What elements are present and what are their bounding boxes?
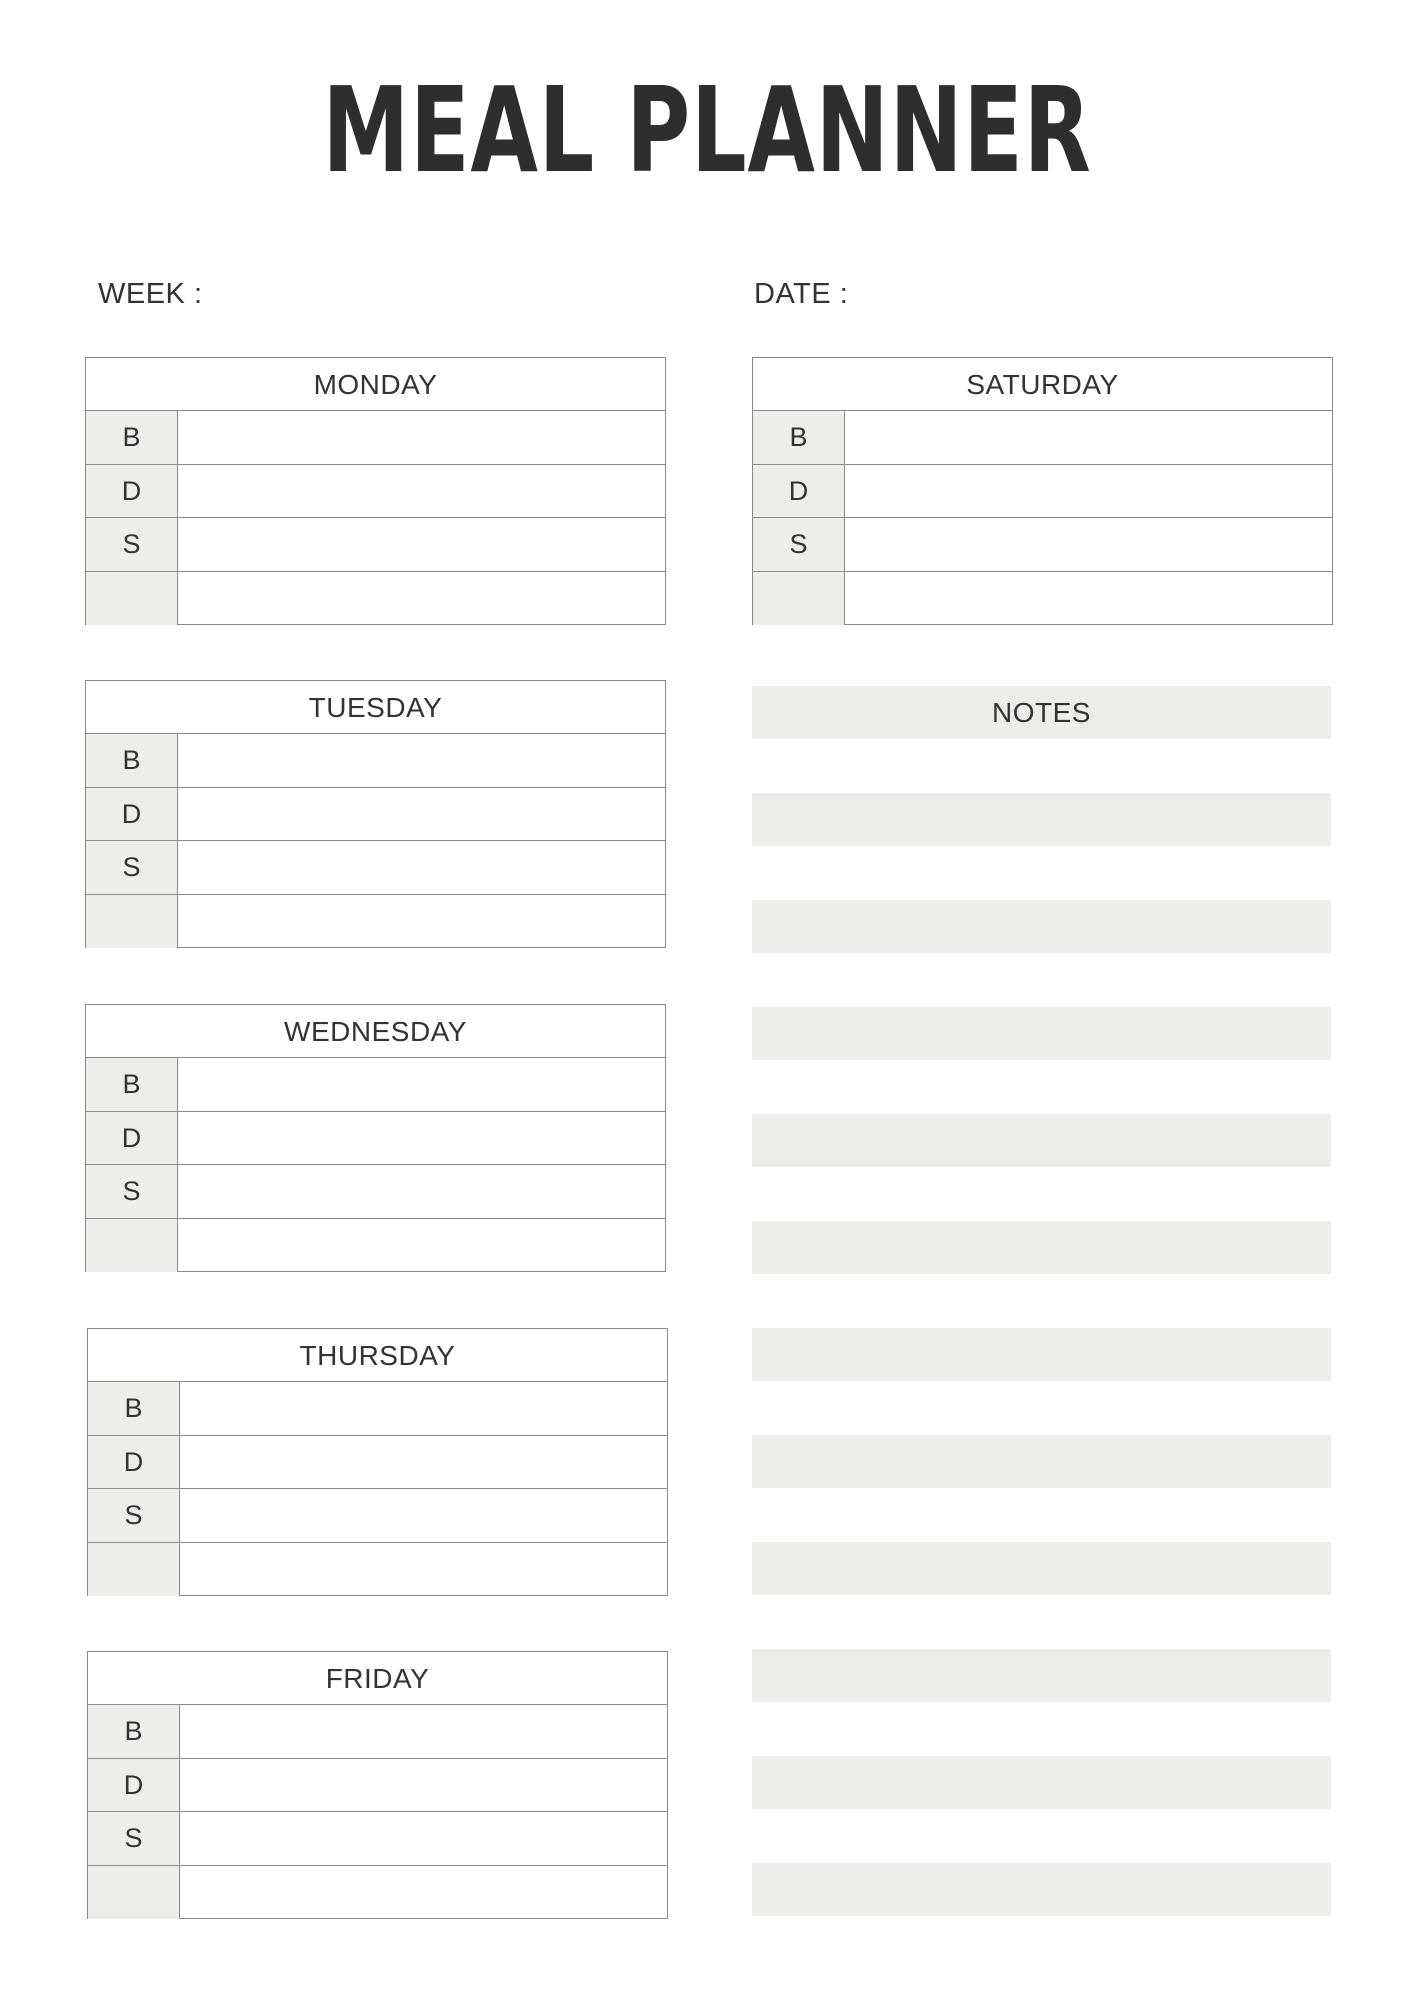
meal-label-breakfast: B xyxy=(88,1382,180,1435)
day-header-friday: FRIDAY xyxy=(88,1652,667,1705)
note-line[interactable] xyxy=(752,1435,1331,1488)
meal-row-breakfast xyxy=(753,411,1332,465)
meal-label-breakfast: B xyxy=(88,1705,180,1758)
meal-entry-field[interactable] xyxy=(180,1382,667,1435)
meal-label-breakfast: B xyxy=(86,734,178,787)
day-table-tuesday xyxy=(85,680,666,948)
note-line[interactable] xyxy=(752,1649,1331,1702)
meal-label-snack: S xyxy=(88,1489,180,1542)
meal-label-breakfast: B xyxy=(86,411,178,464)
meal-entry-field[interactable] xyxy=(178,1165,665,1218)
note-line[interactable] xyxy=(752,900,1331,953)
meal-entry-field[interactable] xyxy=(178,411,665,464)
day-table-saturday xyxy=(752,357,1333,625)
meal-row-snack xyxy=(86,518,665,572)
meal-row-dinner xyxy=(86,1112,665,1166)
meal-entry-field[interactable] xyxy=(178,788,665,841)
meal-label-snack: S xyxy=(86,1165,178,1218)
meal-label-snack: S xyxy=(86,841,178,894)
meal-label-dinner: D xyxy=(753,465,845,518)
meal-row-breakfast xyxy=(88,1705,667,1759)
meal-row-breakfast xyxy=(86,411,665,465)
meal-label-blank xyxy=(88,1543,180,1597)
meal-row-extra xyxy=(86,1219,665,1273)
meal-entry-field[interactable] xyxy=(845,518,1332,571)
note-line[interactable] xyxy=(752,1114,1331,1167)
notes-section xyxy=(752,686,1331,1970)
meal-entry-field[interactable] xyxy=(845,572,1332,626)
meal-row-snack xyxy=(753,518,1332,572)
meal-label-blank xyxy=(86,895,178,949)
meal-row-snack xyxy=(88,1489,667,1543)
meal-label-snack: S xyxy=(88,1812,180,1865)
week-label: WEEK : xyxy=(98,278,203,310)
meal-entry-field[interactable] xyxy=(180,1705,667,1758)
meal-label-dinner: D xyxy=(88,1759,180,1812)
meal-row-dinner xyxy=(88,1436,667,1490)
meal-entry-field[interactable] xyxy=(180,1436,667,1489)
meal-row-extra xyxy=(88,1543,667,1597)
note-line[interactable] xyxy=(752,1007,1331,1060)
meal-row-dinner xyxy=(753,465,1332,519)
meal-row-dinner xyxy=(86,465,665,519)
meal-entry-field[interactable] xyxy=(178,572,665,626)
meal-entry-field[interactable] xyxy=(180,1489,667,1542)
meal-entry-field[interactable] xyxy=(845,465,1332,518)
date-label: DATE : xyxy=(754,278,849,310)
day-header-thursday: THURSDAY xyxy=(88,1329,667,1382)
note-line[interactable] xyxy=(752,1221,1331,1274)
meal-row-breakfast xyxy=(88,1382,667,1436)
page-title: MEAL PLANNER xyxy=(322,61,1092,199)
meal-entry-field[interactable] xyxy=(178,465,665,518)
meal-row-extra xyxy=(86,895,665,949)
note-line[interactable] xyxy=(752,1863,1331,1916)
meal-row-extra xyxy=(86,572,665,626)
meal-label-snack: S xyxy=(753,518,845,571)
meal-entry-field[interactable] xyxy=(180,1543,667,1597)
meal-row-breakfast xyxy=(86,734,665,788)
day-table-monday xyxy=(85,357,666,625)
meal-label-dinner: D xyxy=(86,1112,178,1165)
meal-entry-field[interactable] xyxy=(178,1058,665,1111)
meal-label-breakfast: B xyxy=(753,411,845,464)
note-line[interactable] xyxy=(752,793,1331,846)
meal-row-snack xyxy=(86,841,665,895)
meal-row-extra xyxy=(88,1866,667,1920)
meal-entry-field[interactable] xyxy=(180,1866,667,1920)
day-header-saturday: SATURDAY xyxy=(753,358,1332,411)
meal-label-blank xyxy=(86,572,178,626)
meal-entry-field[interactable] xyxy=(178,1112,665,1165)
meal-entry-field[interactable] xyxy=(180,1812,667,1865)
note-line[interactable] xyxy=(752,1328,1331,1381)
meal-entry-field[interactable] xyxy=(178,1219,665,1273)
meal-label-snack: S xyxy=(86,518,178,571)
meal-row-dinner xyxy=(88,1759,667,1813)
meal-entry-field[interactable] xyxy=(845,411,1332,464)
day-header-tuesday: TUESDAY xyxy=(86,681,665,734)
meal-label-blank xyxy=(88,1866,180,1920)
meal-label-dinner: D xyxy=(86,788,178,841)
day-header-wednesday: WEDNESDAY xyxy=(86,1005,665,1058)
note-line[interactable] xyxy=(752,1756,1331,1809)
meal-entry-field[interactable] xyxy=(178,734,665,787)
meal-row-dinner xyxy=(86,788,665,842)
meal-label-dinner: D xyxy=(88,1436,180,1489)
meal-label-blank xyxy=(86,1219,178,1273)
day-table-friday xyxy=(87,1651,668,1919)
meal-entry-field[interactable] xyxy=(178,841,665,894)
note-line[interactable] xyxy=(752,1542,1331,1595)
notes-header: NOTES xyxy=(752,686,1331,739)
meal-entry-field[interactable] xyxy=(180,1759,667,1812)
meal-label-blank xyxy=(753,572,845,626)
meal-row-breakfast xyxy=(86,1058,665,1112)
day-table-thursday xyxy=(87,1328,668,1596)
meal-row-snack xyxy=(86,1165,665,1219)
meal-label-dinner: D xyxy=(86,465,178,518)
day-header-monday: MONDAY xyxy=(86,358,665,411)
meal-entry-field[interactable] xyxy=(178,895,665,949)
meal-row-extra xyxy=(753,572,1332,626)
meal-label-breakfast: B xyxy=(86,1058,178,1111)
meal-row-snack xyxy=(88,1812,667,1866)
meal-entry-field[interactable] xyxy=(178,518,665,571)
day-table-wednesday xyxy=(85,1004,666,1272)
